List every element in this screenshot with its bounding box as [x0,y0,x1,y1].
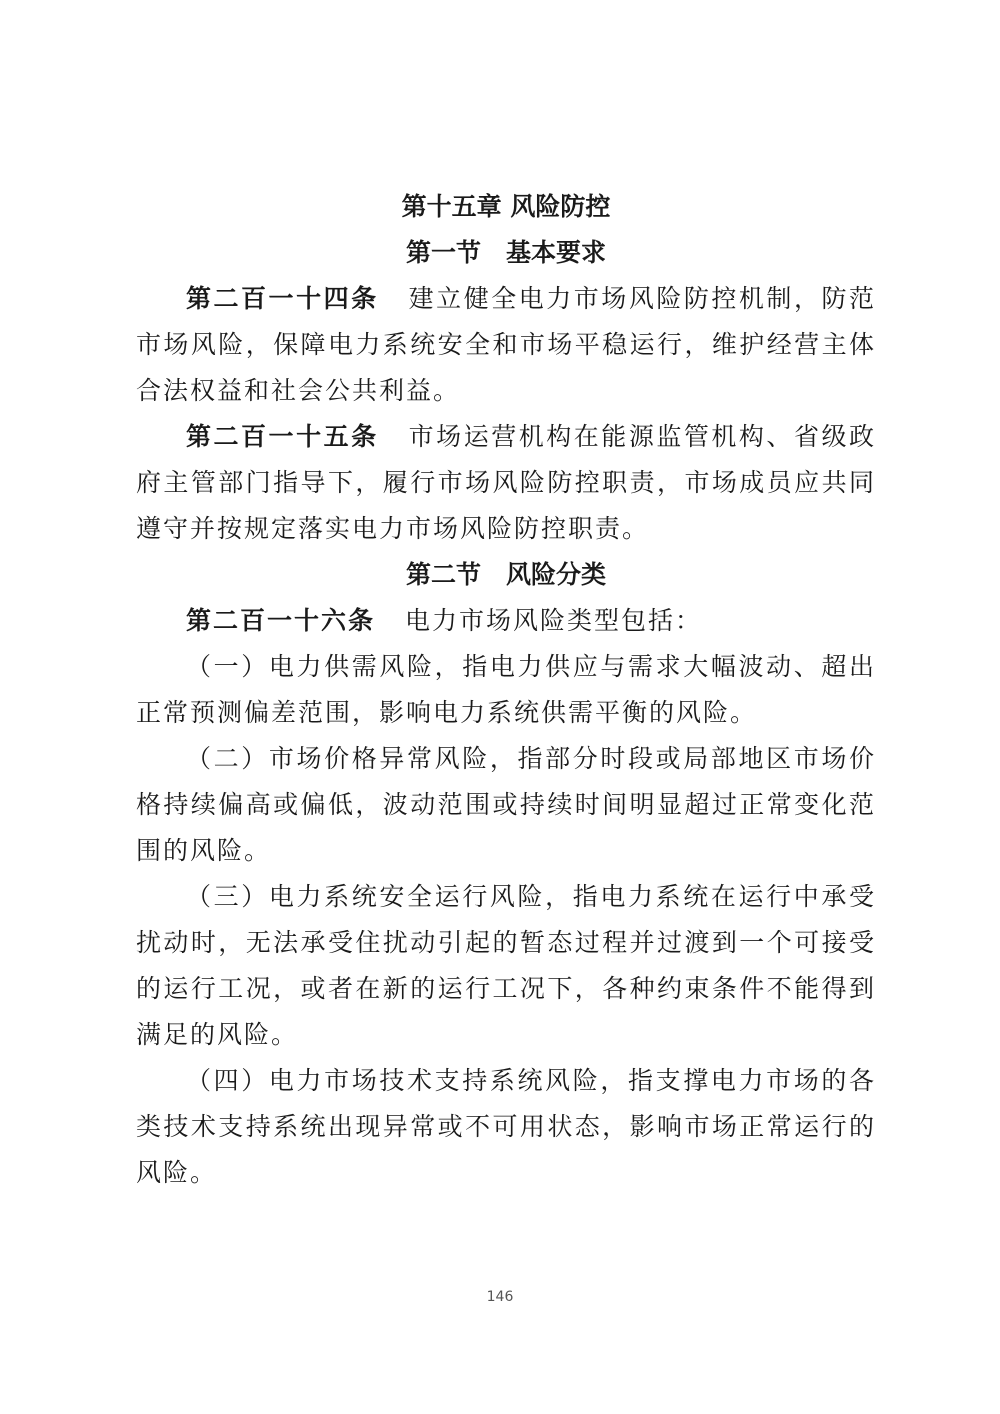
document-body [136,184,876,1196]
section-title-basic-requirements: 第一节 基本要求 [405,238,606,267]
chapter-title: 第十五章 风险防控 [401,192,611,221]
list-item-price-anomaly-risk: （二）市场价格异常风险，指部分时段或局部地区市场价格持续偏高或偏低，波动范围或持续时间明显超过正常变化范围的风险。 [136,744,876,865]
article-label: 第二百一十六条 [186,606,376,635]
article-label: 第二百一十五条 [186,422,379,451]
article-label: 第二百一十四条 [186,284,379,313]
list-item-technical-support-risk: （四）电力市场技术支持系统风险，指支撑电力市场的各类技术支持系统出现异常或不可用状态，影响市场正常运行的风险。 [136,1066,876,1187]
page-number: 146 [486,1289,514,1305]
list-item-supply-demand-risk: （一）电力供需风险，指电力供应与需求大幅波动、超出正常预测偏差范围，影响电力系统供需平衡的风险。 [136,652,876,727]
section-title-risk-classification: 第二节 风险分类 [405,560,606,589]
article-215 [136,414,876,552]
article-text: 电力市场风险类型包括： [405,606,703,635]
list-item-system-security-risk: （三）电力系统安全运行风险，指电力系统在运行中承受扰动时，无法承受住扰动引起的暂态过程并过渡到一个可接受的运行工况，或者在新的运行工况下，各种约束条件不能得到满足的风险。 [136,882,876,1049]
article-214 [136,276,876,414]
article-text: 建立健全电力市场风险防控机制，防范市场风险，保障电力系统安全和市场平稳运行，维护经营主体合法权益和社会公共利益。 [136,284,876,405]
article-216 [136,598,876,644]
article-text: 市场运营机构在能源监管机构、省级政府主管部门指导下，履行市场风险防控职责，市场成员应共同遵守并按规定落实电力市场风险防控职责。 [136,422,876,543]
